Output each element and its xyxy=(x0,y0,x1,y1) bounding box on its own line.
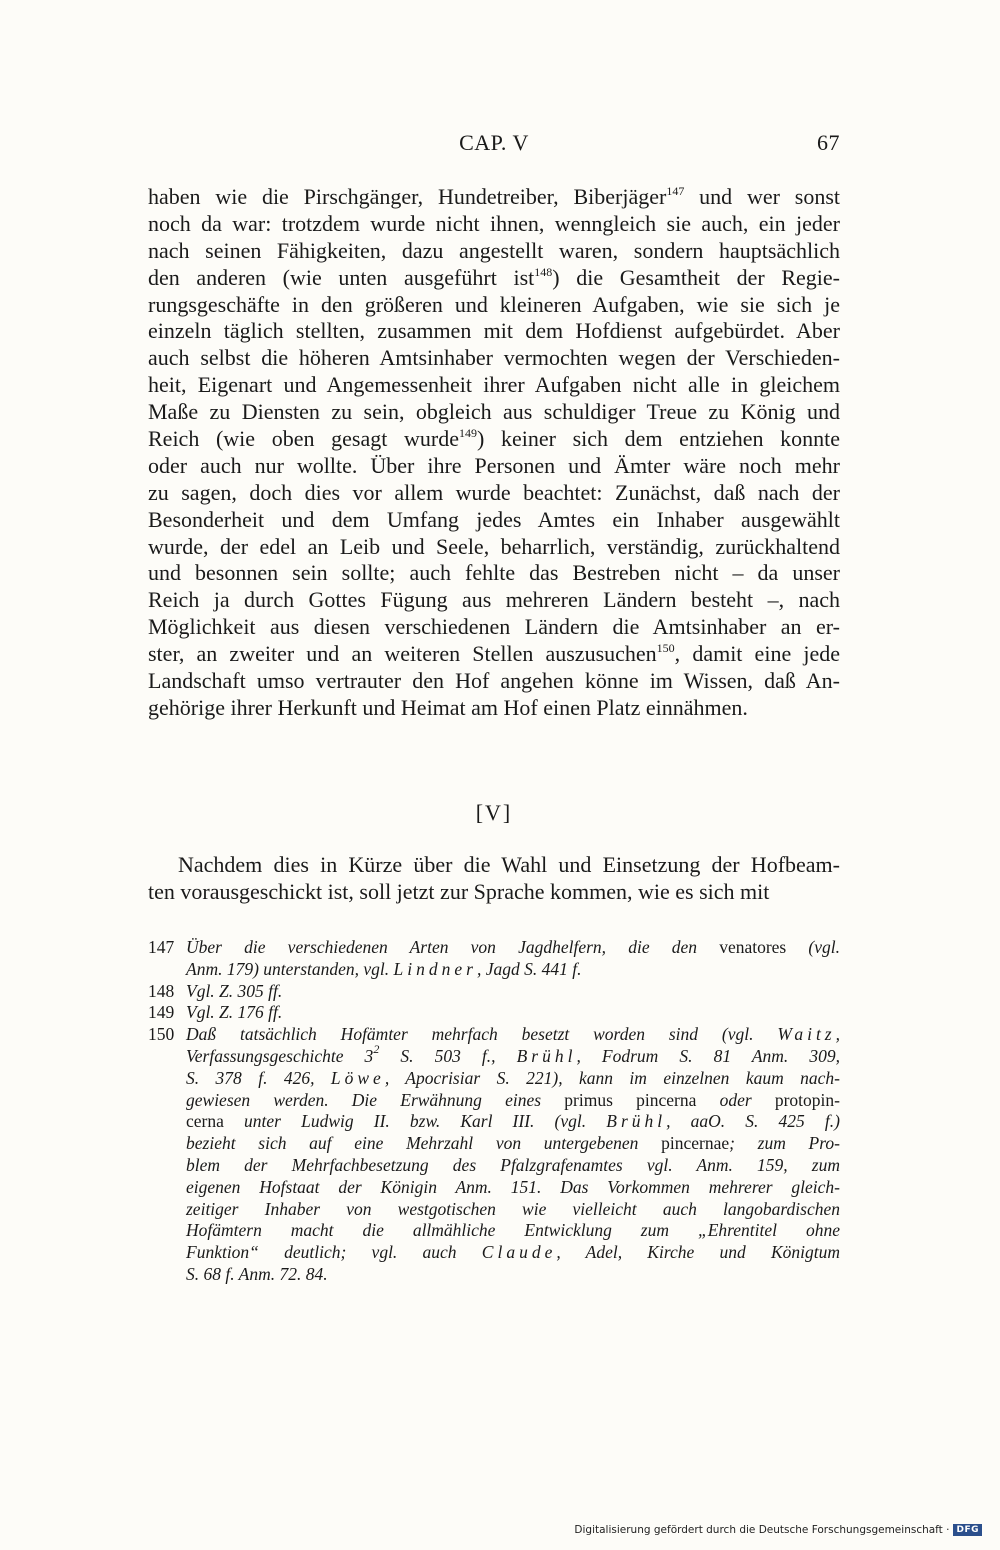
footnote-term: protopin- xyxy=(774,1089,840,1110)
text-line: wurde, der edel an Leib und Seele, beharrlich, verständig, zurückhaltend xyxy=(148,533,840,559)
text-line: und besonnen sein sollte; auch fehlte das Bestreben nicht – da unser xyxy=(148,560,840,586)
author-name: Brühl xyxy=(606,1111,667,1132)
footnote-text: unter Ludwig II. bzw. Karl III. (vgl. xyxy=(223,1111,607,1132)
text-line: Nachdem dies in Kürze über die Wahl und Einsetzung der Hofbeam- xyxy=(178,852,840,877)
footnote-line: zeitiger Inhaber von westgotischen wie vielleicht auch langobardischen xyxy=(186,1198,840,1219)
footnote-text: Verfassungsgeschichte 3 xyxy=(186,1045,374,1066)
text-line: Möglichkeit aus diesen verschiedenen Ländern die Amtsinhaber an er- xyxy=(148,614,840,640)
text-line: heit, Eigenart und Angemessenheit ihrer Aufgaben nicht alle in gleichem xyxy=(148,372,840,398)
text-line: Besonderheit und dem Umfang jedes Amtes ein Inhaber ausgewählt xyxy=(148,506,840,532)
footnote-reference[interactable]: 150 xyxy=(656,641,675,656)
section-heading: [V] xyxy=(475,800,513,825)
footnote-text: S. 378 f. 426, xyxy=(186,1067,331,1088)
digitization-footer xyxy=(574,1524,982,1536)
text-line: ten vorausgeschickt ist, soll jetzt zur Sprache kommen, wie es sich mit xyxy=(148,878,770,904)
text-line: den anderen (wie unten ausgeführt ist$^{148}$) die Gesamtheit der Regie- xyxy=(148,264,840,290)
footnote-number: 147 xyxy=(148,937,175,957)
footnote-150 xyxy=(148,1024,840,1286)
footnote-line: eigenen Hofstaat der Königin Anm. 151. Das Vorkommen mehrerer gleich- xyxy=(186,1176,840,1197)
text-line: zu sagen, doch dies vor allem wurde beachtet: Zunächst, daß nach der xyxy=(148,479,840,505)
footnote-reference[interactable]: 148 xyxy=(534,264,553,279)
author-name: Löwe xyxy=(330,1067,385,1088)
footnote-text: , Adel, Kirche und Königtum xyxy=(556,1242,840,1263)
author-name: Waitz xyxy=(777,1024,836,1045)
footnote-reference[interactable]: 149 xyxy=(458,426,477,441)
footnote-text: , aaO. S. 425 f.) xyxy=(666,1111,840,1132)
text-line: rungsgeschäfte in den größeren und kleineren Aufgaben, wie sie sich je xyxy=(148,291,840,317)
edition-superscript: 2 xyxy=(373,1041,380,1056)
footnote-text: oder xyxy=(696,1089,775,1110)
text-line: noch da war: trotzdem wurde nicht ihnen, wenngleich sie auch, ein jeder xyxy=(148,210,840,236)
footnote-text: , Apocrisiar S. 221), kann im einzelnen kaum nach- xyxy=(384,1067,840,1088)
footnote-number: 149 xyxy=(148,1002,175,1023)
footnote-number: 148 xyxy=(148,980,175,1001)
text-line: Reich ja durch Gottes Fügung aus mehreren Ländern besteht –, nach xyxy=(148,587,840,613)
text-line: nach seinen Fähigkeiten, dazu angestellt waren, sondern hauptsächlich xyxy=(148,237,840,263)
paragraph-2 xyxy=(148,852,840,906)
footnote-term: primus xyxy=(564,1089,613,1110)
footnote-text: ; zum Pro- xyxy=(729,1133,840,1154)
paragraph-1 xyxy=(148,184,840,722)
footnotes xyxy=(148,937,840,1286)
footnote-line: Hofämtern macht die allmähliche Entwicklung zum „Ehrentitel ohne xyxy=(186,1220,840,1241)
text-line: Reich (wie oben gesagt wurde$^{149}$) keiner sich dem entziehen konnte xyxy=(148,426,840,452)
footnote-text: bezieht sich auf eine Mehrzahl von untergebenen xyxy=(186,1133,662,1154)
text-line: auch selbst die höheren Amtsinhaber vermochten wegen der Verschieden- xyxy=(148,345,840,371)
footnote-149 xyxy=(148,1002,840,1024)
footnote-term: venatores xyxy=(719,937,787,957)
footnote-text: Über die verschiedenen Arten von Jagdhelfern, die den xyxy=(186,937,720,957)
text-line: oder auch nur wollte. Über ihre Personen und Ämter wäre noch mehr xyxy=(148,452,840,478)
footnote-number: 150 xyxy=(148,1024,175,1045)
text-line: gehörige ihrer Herkunft und Heimat am Hof einen Platz einnähmen. xyxy=(148,694,748,720)
footnote-148 xyxy=(148,981,840,1003)
footnote-text xyxy=(613,1090,636,1110)
author-name: Lindner xyxy=(393,958,477,979)
footnote-text: S. 503 f., xyxy=(379,1045,517,1066)
footnote-text: , Fodrum S. 81 Anm. 309, xyxy=(576,1045,840,1066)
footnote-text: Daß tatsächlich Hofämter mehrfach besetzt worden sind (vgl. xyxy=(186,1024,778,1045)
footnote-line: S. 68 f. Anm. 72. 84. xyxy=(186,1263,328,1284)
footer-text: Digitalisierung gefördert durch die Deutsche Forschungsgemeinschaft · xyxy=(574,1524,950,1536)
footnote-text: , xyxy=(835,1024,840,1045)
footnote-line: blem der Mehrfachbesetzung des Pfalzgrafenamtes vgl. Anm. 159, zum xyxy=(186,1154,840,1175)
footnote-text: , Jagd S. 441 f. xyxy=(476,958,582,979)
author-name: Brühl xyxy=(516,1045,577,1066)
running-title: CAP. V xyxy=(459,130,529,155)
text-line: ster, an zweiter und an weiteren Stellen auszusuchen$^{150}$, damit eine jede xyxy=(148,641,840,667)
footnote-text: gewiesen werden. Die Erwähnung eines xyxy=(186,1089,565,1110)
footnote-text: Vgl. Z. 176 ff. xyxy=(186,1002,283,1023)
footnote-text: (vgl. xyxy=(786,937,840,957)
text-line: Landschaft umso vertrauter den Hof angehen könne im Wissen, daß An- xyxy=(148,668,840,694)
footnote-term: pincerna xyxy=(636,1089,697,1110)
text-line: Maße zu Diensten zu sein, obgleich aus schuldiger Treue zu König und xyxy=(148,399,840,425)
footnote-term: pincernae xyxy=(661,1133,730,1154)
footnote-text: Vgl. Z. 305 ff. xyxy=(186,980,283,1001)
dfg-logo: DFG xyxy=(953,1524,982,1536)
text-line: haben wie die Pirschgänger, Hundetreiber, Biberjäger$^{147}$ und wer sonst xyxy=(148,184,841,209)
footnote-text: Anm. 179) unterstanden, vgl. xyxy=(186,958,394,979)
page-number: 67 xyxy=(817,130,840,155)
footnote-term: cerna xyxy=(186,1111,224,1132)
text-line: einzeln täglich stellten, zusammen mit dem Hofdienst aufgebürdet. Aber xyxy=(148,318,840,344)
footnote-reference[interactable]: 147 xyxy=(666,184,685,198)
author-name: Claude xyxy=(481,1242,557,1263)
footnote-147 xyxy=(148,937,840,981)
footnote-text: Funktion“ deutlich; vgl. auch xyxy=(186,1242,482,1263)
